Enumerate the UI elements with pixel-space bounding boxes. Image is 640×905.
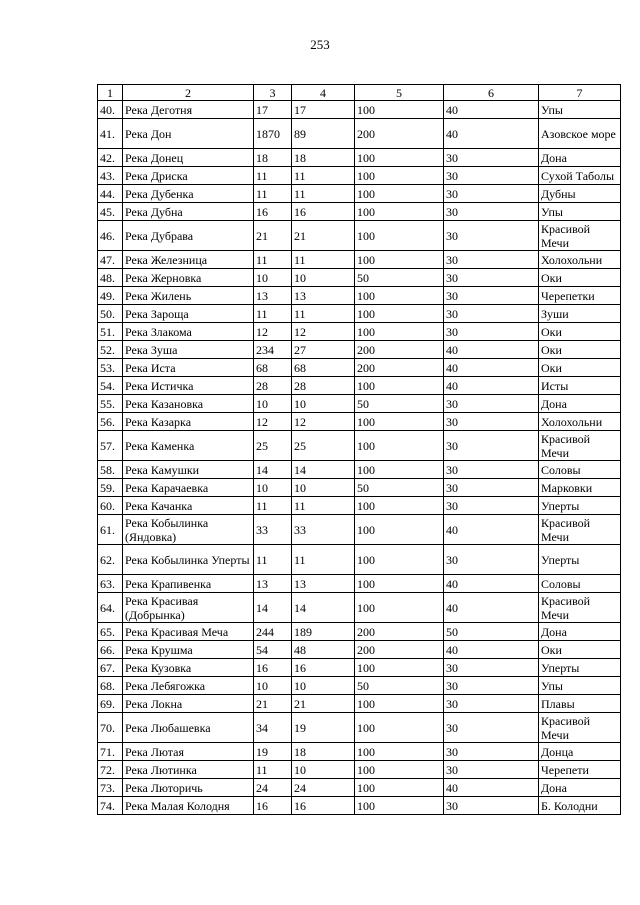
table-row (98, 203, 621, 221)
table-row (98, 413, 621, 431)
table-row (98, 497, 621, 515)
table-row (98, 101, 621, 119)
row-number: 42. (98, 149, 123, 167)
col6-value: 30 (444, 743, 539, 761)
col5-value: 100 (355, 203, 444, 221)
row-number: 64. (98, 593, 123, 623)
river-name: Река Люторичь (123, 779, 254, 797)
river-name: Река Малая Колодня (123, 797, 254, 815)
col7-value: Азовское море (539, 119, 621, 149)
col7-value: Черепетки (539, 287, 621, 305)
row-number: 68. (98, 677, 123, 695)
col6-value: 30 (444, 659, 539, 677)
col7-value: Красивой Мечи (539, 713, 621, 743)
col7-value: Красивой Мечи (539, 515, 621, 545)
river-name: Река Кобылинка Уперты (123, 545, 254, 575)
col3-value: 21 (254, 695, 292, 713)
col7-value: Дубны (539, 185, 621, 203)
table-row (98, 713, 621, 743)
col6-value: 30 (444, 323, 539, 341)
header-cell: 2 (123, 85, 254, 101)
col4-value: 89 (292, 119, 355, 149)
col5-value: 100 (355, 713, 444, 743)
col4-value: 189 (292, 623, 355, 641)
row-number: 74. (98, 797, 123, 815)
river-name: Река Кобылинка (Яндовка) (123, 515, 254, 545)
col6-value: 30 (444, 695, 539, 713)
col6-value: 30 (444, 269, 539, 287)
col5-value: 100 (355, 695, 444, 713)
table-row (98, 221, 621, 251)
table-row (98, 119, 621, 149)
col5-value: 100 (355, 797, 444, 815)
row-number: 53. (98, 359, 123, 377)
table-row (98, 677, 621, 695)
col3-value: 13 (254, 575, 292, 593)
col5-value: 100 (355, 377, 444, 395)
table-row (98, 641, 621, 659)
col7-value: Холохольни (539, 251, 621, 269)
col5-value: 100 (355, 461, 444, 479)
river-name: Река Дубенка (123, 185, 254, 203)
river-name: Река Железница (123, 251, 254, 269)
table-row (98, 377, 621, 395)
col4-value: 25 (292, 431, 355, 461)
col4-value: 11 (292, 185, 355, 203)
col5-value: 50 (355, 677, 444, 695)
col6-value: 30 (444, 251, 539, 269)
col5-value: 100 (355, 413, 444, 431)
table-row (98, 185, 621, 203)
col3-value: 17 (254, 101, 292, 119)
col3-value: 11 (254, 761, 292, 779)
col7-value: Соловы (539, 575, 621, 593)
col4-value: 14 (292, 461, 355, 479)
col6-value: 30 (444, 761, 539, 779)
row-number: 45. (98, 203, 123, 221)
col4-value: 21 (292, 221, 355, 251)
river-name: Река Зароща (123, 305, 254, 323)
col5-value: 100 (355, 431, 444, 461)
col3-value: 10 (254, 677, 292, 695)
col5-value: 200 (355, 119, 444, 149)
col4-value: 18 (292, 743, 355, 761)
header-cell: 5 (355, 85, 444, 101)
row-number: 44. (98, 185, 123, 203)
col4-value: 68 (292, 359, 355, 377)
col4-value: 16 (292, 659, 355, 677)
col7-value: Б. Колодни (539, 797, 621, 815)
table-row (98, 695, 621, 713)
row-number: 66. (98, 641, 123, 659)
col6-value: 30 (444, 203, 539, 221)
col7-value: Красивой Мечи (539, 221, 621, 251)
col3-value: 68 (254, 359, 292, 377)
col7-value: Сухой Таболы (539, 167, 621, 185)
col3-value: 10 (254, 395, 292, 413)
row-number: 52. (98, 341, 123, 359)
header-cell: 1 (98, 85, 123, 101)
col5-value: 200 (355, 641, 444, 659)
col5-value: 100 (355, 515, 444, 545)
col3-value: 33 (254, 515, 292, 545)
col5-value: 100 (355, 221, 444, 251)
table-body (98, 101, 621, 815)
col4-value: 10 (292, 479, 355, 497)
col7-value: Зуши (539, 305, 621, 323)
river-name: Река Крапивенка (123, 575, 254, 593)
row-number: 40. (98, 101, 123, 119)
col5-value: 100 (355, 167, 444, 185)
col4-value: 10 (292, 761, 355, 779)
col7-value: Красивой Мечи (539, 593, 621, 623)
river-name: Река Красивая Меча (123, 623, 254, 641)
table-row (98, 779, 621, 797)
river-name: Река Дубрава (123, 221, 254, 251)
col3-value: 28 (254, 377, 292, 395)
col4-value: 19 (292, 713, 355, 743)
table-row (98, 743, 621, 761)
col3-value: 14 (254, 461, 292, 479)
col4-value: 11 (292, 545, 355, 575)
table-row (98, 431, 621, 461)
table-row (98, 797, 621, 815)
col7-value: Упы (539, 101, 621, 119)
table-row (98, 305, 621, 323)
col7-value: Исты (539, 377, 621, 395)
col4-value: 11 (292, 251, 355, 269)
col6-value: 40 (444, 377, 539, 395)
col7-value: Оки (539, 269, 621, 287)
col7-value: Красивой Мечи (539, 431, 621, 461)
river-name: Река Казарка (123, 413, 254, 431)
river-name: Река Деготня (123, 101, 254, 119)
col3-value: 14 (254, 593, 292, 623)
river-name: Река Злакома (123, 323, 254, 341)
col4-value: 11 (292, 497, 355, 515)
col7-value: Оки (539, 341, 621, 359)
col7-value: Соловы (539, 461, 621, 479)
col3-value: 11 (254, 185, 292, 203)
table-row (98, 659, 621, 677)
col4-value: 11 (292, 167, 355, 185)
col4-value: 12 (292, 413, 355, 431)
river-name: Река Камушки (123, 461, 254, 479)
page-number: 253 (310, 37, 330, 52)
col4-value: 27 (292, 341, 355, 359)
col3-value: 10 (254, 479, 292, 497)
table-row (98, 623, 621, 641)
header-cell: 7 (539, 85, 621, 101)
col3-value: 21 (254, 221, 292, 251)
river-name: Река Крушма (123, 641, 254, 659)
river-name: Река Лютая (123, 743, 254, 761)
river-name: Река Кузовка (123, 659, 254, 677)
col3-value: 11 (254, 497, 292, 515)
col6-value: 40 (444, 575, 539, 593)
row-number: 69. (98, 695, 123, 713)
col5-value: 100 (355, 593, 444, 623)
row-number: 54. (98, 377, 123, 395)
col6-value: 30 (444, 287, 539, 305)
col5-value: 100 (355, 185, 444, 203)
col4-value: 21 (292, 695, 355, 713)
col5-value: 50 (355, 395, 444, 413)
row-number: 47. (98, 251, 123, 269)
col3-value: 25 (254, 431, 292, 461)
row-number: 73. (98, 779, 123, 797)
rivers-table (97, 84, 621, 815)
table-row (98, 323, 621, 341)
col4-value: 28 (292, 377, 355, 395)
river-name: Река Дубна (123, 203, 254, 221)
table-row (98, 395, 621, 413)
river-name: Река Иста (123, 359, 254, 377)
col6-value: 30 (444, 545, 539, 575)
river-name: Река Дриска (123, 167, 254, 185)
col7-value: Дона (539, 395, 621, 413)
col6-value: 40 (444, 119, 539, 149)
row-number: 70. (98, 713, 123, 743)
col7-value: Уперты (539, 497, 621, 515)
col5-value: 100 (355, 149, 444, 167)
row-number: 63. (98, 575, 123, 593)
river-name: Река Лебягожка (123, 677, 254, 695)
col7-value: Дона (539, 779, 621, 797)
col7-value: Дона (539, 149, 621, 167)
col3-value: 18 (254, 149, 292, 167)
col6-value: 30 (444, 713, 539, 743)
col5-value: 100 (355, 287, 444, 305)
col3-value: 11 (254, 167, 292, 185)
header-cell: 6 (444, 85, 539, 101)
table-row (98, 251, 621, 269)
col5-value: 100 (355, 305, 444, 323)
row-number: 72. (98, 761, 123, 779)
col4-value: 48 (292, 641, 355, 659)
col5-value: 100 (355, 251, 444, 269)
col3-value: 16 (254, 659, 292, 677)
table-row (98, 149, 621, 167)
col7-value: Уперты (539, 659, 621, 677)
col6-value: 40 (444, 779, 539, 797)
col6-value: 40 (444, 515, 539, 545)
river-name: Река Каменка (123, 431, 254, 461)
col7-value: Оки (539, 359, 621, 377)
row-number: 41. (98, 119, 123, 149)
river-name: Река Карачаевка (123, 479, 254, 497)
col4-value: 10 (292, 677, 355, 695)
row-number: 61. (98, 515, 123, 545)
river-name: Река Локна (123, 695, 254, 713)
col3-value: 54 (254, 641, 292, 659)
col4-value: 12 (292, 323, 355, 341)
col5-value: 100 (355, 101, 444, 119)
row-number: 50. (98, 305, 123, 323)
col4-value: 13 (292, 575, 355, 593)
col3-value: 16 (254, 203, 292, 221)
col5-value: 200 (355, 359, 444, 377)
river-name: Река Дон (123, 119, 254, 149)
row-number: 49. (98, 287, 123, 305)
col5-value: 100 (355, 761, 444, 779)
col3-value: 11 (254, 545, 292, 575)
table-row (98, 359, 621, 377)
col4-value: 16 (292, 203, 355, 221)
col5-value: 100 (355, 575, 444, 593)
col5-value: 100 (355, 779, 444, 797)
table-row (98, 167, 621, 185)
col6-value: 30 (444, 149, 539, 167)
row-number: 48. (98, 269, 123, 287)
col5-value: 50 (355, 479, 444, 497)
col7-value: Марковки (539, 479, 621, 497)
row-number: 71. (98, 743, 123, 761)
col6-value: 30 (444, 497, 539, 515)
col6-value: 30 (444, 185, 539, 203)
river-name: Река Истичка (123, 377, 254, 395)
col4-value: 16 (292, 797, 355, 815)
table-row (98, 341, 621, 359)
col5-value: 100 (355, 659, 444, 677)
table-row (98, 575, 621, 593)
river-name: Река Казановка (123, 395, 254, 413)
col3-value: 12 (254, 413, 292, 431)
col7-value: Черепети (539, 761, 621, 779)
col3-value: 1870 (254, 119, 292, 149)
col5-value: 100 (355, 497, 444, 515)
col6-value: 50 (444, 623, 539, 641)
row-number: 43. (98, 167, 123, 185)
col7-value: Холохольни (539, 413, 621, 431)
table-row (98, 761, 621, 779)
col5-value: 100 (355, 323, 444, 341)
col6-value: 40 (444, 101, 539, 119)
col3-value: 12 (254, 323, 292, 341)
river-name: Река Лютинка (123, 761, 254, 779)
col6-value: 30 (444, 305, 539, 323)
header-cell: 4 (292, 85, 355, 101)
table-row (98, 545, 621, 575)
col3-value: 13 (254, 287, 292, 305)
col3-value: 10 (254, 269, 292, 287)
col6-value: 30 (444, 395, 539, 413)
col6-value: 30 (444, 413, 539, 431)
river-name: Река Красивая (Добрынка) (123, 593, 254, 623)
row-number: 58. (98, 461, 123, 479)
table-row (98, 515, 621, 545)
col4-value: 17 (292, 101, 355, 119)
row-number: 67. (98, 659, 123, 677)
col7-value: Донца (539, 743, 621, 761)
row-number: 60. (98, 497, 123, 515)
row-number: 51. (98, 323, 123, 341)
col7-value: Оки (539, 641, 621, 659)
table-row (98, 287, 621, 305)
table-row (98, 461, 621, 479)
col4-value: 24 (292, 779, 355, 797)
col4-value: 11 (292, 305, 355, 323)
col7-value: Дона (539, 623, 621, 641)
col4-value: 14 (292, 593, 355, 623)
col4-value: 13 (292, 287, 355, 305)
table-header-row (98, 85, 621, 101)
header-cell: 3 (254, 85, 292, 101)
col6-value: 40 (444, 359, 539, 377)
col4-value: 18 (292, 149, 355, 167)
col5-value: 100 (355, 545, 444, 575)
row-number: 62. (98, 545, 123, 575)
river-name: Река Донец (123, 149, 254, 167)
col4-value: 33 (292, 515, 355, 545)
col7-value: Плавы (539, 695, 621, 713)
col3-value: 244 (254, 623, 292, 641)
river-name: Река Жилень (123, 287, 254, 305)
col6-value: 40 (444, 341, 539, 359)
col6-value: 30 (444, 677, 539, 695)
col6-value: 30 (444, 431, 539, 461)
col3-value: 16 (254, 797, 292, 815)
col5-value: 200 (355, 341, 444, 359)
col4-value: 10 (292, 395, 355, 413)
table-row (98, 593, 621, 623)
row-number: 56. (98, 413, 123, 431)
river-name: Река Любашевка (123, 713, 254, 743)
col7-value: Упы (539, 203, 621, 221)
col5-value: 100 (355, 743, 444, 761)
col6-value: 40 (444, 593, 539, 623)
col6-value: 40 (444, 641, 539, 659)
col5-value: 200 (355, 623, 444, 641)
river-name: Река Зуша (123, 341, 254, 359)
row-number: 46. (98, 221, 123, 251)
col6-value: 30 (444, 167, 539, 185)
row-number: 59. (98, 479, 123, 497)
table-row (98, 479, 621, 497)
river-name: Река Качанка (123, 497, 254, 515)
col7-value: Упы (539, 677, 621, 695)
col7-value: Оки (539, 323, 621, 341)
row-number: 55. (98, 395, 123, 413)
col3-value: 11 (254, 305, 292, 323)
col4-value: 10 (292, 269, 355, 287)
col6-value: 30 (444, 461, 539, 479)
col6-value: 30 (444, 479, 539, 497)
table-row (98, 269, 621, 287)
col3-value: 24 (254, 779, 292, 797)
col6-value: 30 (444, 797, 539, 815)
col3-value: 19 (254, 743, 292, 761)
col7-value: Уперты (539, 545, 621, 575)
col6-value: 30 (444, 221, 539, 251)
row-number: 57. (98, 431, 123, 461)
river-name: Река Жерновка (123, 269, 254, 287)
row-number: 65. (98, 623, 123, 641)
col5-value: 50 (355, 269, 444, 287)
col3-value: 34 (254, 713, 292, 743)
col3-value: 11 (254, 251, 292, 269)
col3-value: 234 (254, 341, 292, 359)
